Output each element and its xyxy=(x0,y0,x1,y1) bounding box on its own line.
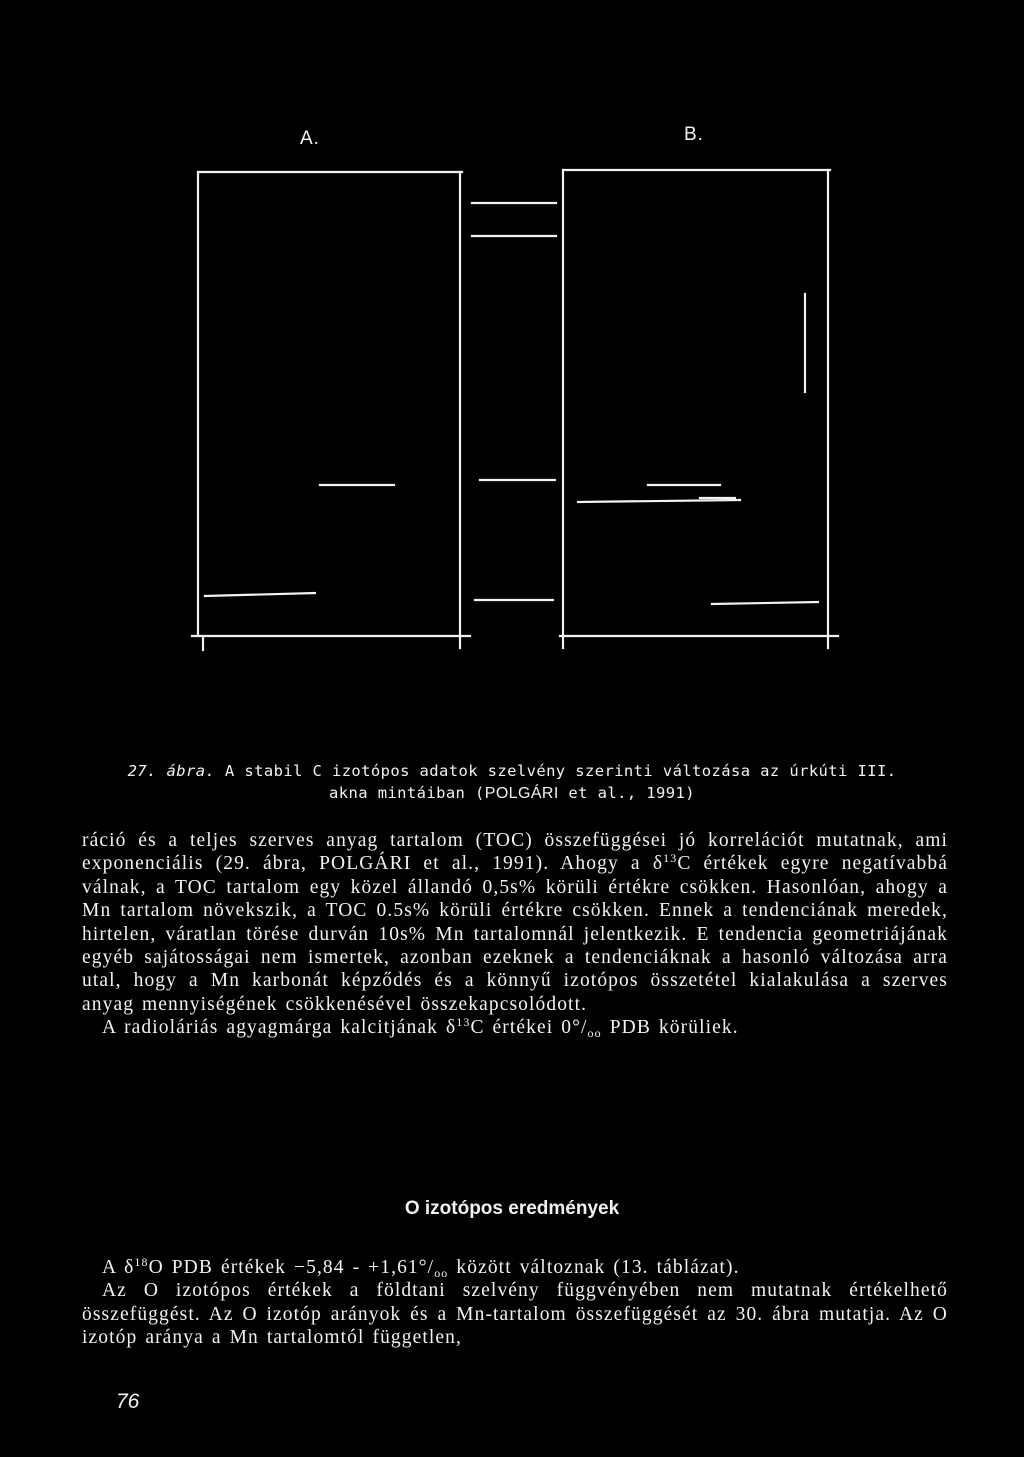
paragraph-3-part-a: A δ xyxy=(102,1257,135,1278)
caption-line-2-post: et al., 1991) xyxy=(558,784,695,802)
body-text-lower xyxy=(82,1256,948,1350)
paragraph-2-subscript: oo xyxy=(587,1026,602,1041)
paragraph-3-part-b: O PDB értékek −5,84 - +1,61°/ xyxy=(148,1257,435,1278)
caption-line-2 xyxy=(0,784,1024,803)
paragraph-1 xyxy=(82,829,948,1016)
panel-b-frame xyxy=(560,170,838,648)
paragraph-3 xyxy=(82,1256,948,1279)
panel-b-segments xyxy=(472,203,818,604)
figure-caption xyxy=(0,762,1024,803)
caption-figure-number: 27. xyxy=(127,762,157,780)
paragraph-2-part-c: PDB körüliek. xyxy=(601,1017,739,1039)
section-heading: O izotópos eredmények xyxy=(404,1198,620,1219)
paragraph-3-part-c: között változnak (13. táblázat). xyxy=(448,1257,740,1278)
page-number: 76 xyxy=(116,1390,140,1413)
paragraph-2-superscript: 13 xyxy=(456,1015,471,1030)
caption-author: POLGÁRI xyxy=(484,785,559,802)
caption-line-1 xyxy=(0,762,1024,780)
paragraph-4: Az O izotópos értékek a földtani szelvény függvényében nem mutatnak értékelhető összefüggést. Az O izotóp arányok és a Mn-tartalom összefüggését az 30. ábra mutatja. Az O izotóp aránya a Mn tartalomtól független, xyxy=(82,1280,948,1349)
panel-a-frame xyxy=(192,172,470,650)
panel-a-label: A. xyxy=(300,128,320,149)
paragraph-1-part-a: ráció és a teljes szerves anyag tartalom (TOC) összefüggései jó korrelációt mutatnak, ami exponenciális (29. ábra, POLGÁRI et al., 1991). Ahogy a δ xyxy=(82,830,948,875)
paragraph-2-part-b: C értékei 0°/ xyxy=(470,1017,588,1039)
paragraph-3-subscript: oo xyxy=(434,1266,449,1280)
paragraph-2-part-a: A radioláriás agyagmárga kalcitjának δ xyxy=(102,1017,457,1039)
caption-figure-word: ábra. xyxy=(166,762,216,780)
caption-line-1-text: A stabil C izotópos adatok szelvény szerinti változása az úrkúti III. xyxy=(224,762,897,780)
body-text-upper xyxy=(82,829,948,1040)
paragraph-3-superscript: 18 xyxy=(134,1255,149,1269)
panel-b-label: B. xyxy=(684,124,704,145)
paragraph-1-superscript: 13 xyxy=(663,851,678,866)
caption-line-2-pre: akna mintáiban ( xyxy=(329,784,485,802)
paragraph-2 xyxy=(82,1016,948,1039)
figure-27-line-drawing xyxy=(0,0,1024,720)
panel-a-segments xyxy=(205,485,394,596)
paragraph-1-part-b: C értékek egyre negatívabbá válnak, a TOC tartalom egy közel állandó 0,5s% körüli értékre csökken. Hasonlóan, ahogy a Mn tartalom növekszik, a TOC 0.5s% körüli értékre csökken. Ennek a tendenciának meredek, hirtelen, váratlan törése durván 10s% Mn tartalomnál jelentkezik. E tendencia geometriájának egyéb sajátosságai nem ismertek, azonban ezeknek a tendenciáknak a hasonló változása arra utal, hogy a Mn karbonát képződés és a könnyű izotópos összetétel kialakulása a szerves anyag mennyiségének csökkenésével összekapcsolódott. xyxy=(82,853,948,1015)
